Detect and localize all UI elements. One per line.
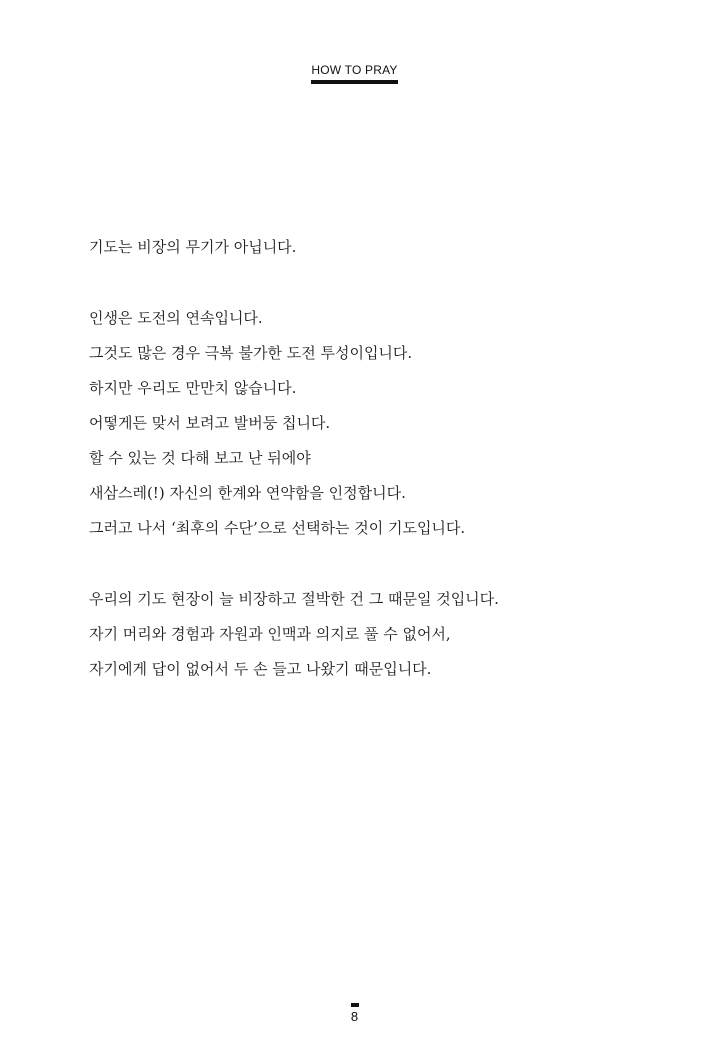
paragraph-3	[89, 582, 649, 687]
text-line: 자기에게 답이 없어서 두 손 들고 나왔기 때문입니다.	[89, 660, 432, 678]
text-line: 하지만 우리도 만만치 않습니다.	[89, 379, 297, 397]
text-line: 기도는 비장의 무기가 아닙니다.	[89, 238, 297, 256]
text-line: 인생은 도전의 연속입니다.	[89, 309, 263, 327]
text-line: 우리의 기도 현장이 늘 비장하고 절박한 건 그 때문일 것입니다.	[89, 590, 499, 608]
text-line: 할 수 있는 것 다해 보고 난 뒤에야	[89, 449, 311, 467]
text-line: 어떻게든 맞서 보려고 발버둥 칩니다.	[89, 414, 331, 432]
text-line: 자기 머리와 경험과 자원과 인맥과 의지로 풀 수 없어서,	[89, 625, 451, 643]
text-line: 새삼스레(!) 자신의 한계와 연약함을 인정합니다.	[89, 484, 406, 502]
body-text	[89, 230, 649, 687]
book-title: HOW TO PRAY	[311, 63, 397, 84]
text-line: 그러고 나서 ‘최후의 수단’으로 선택하는 것이 기도입니다.	[89, 519, 466, 537]
text-line: 그것도 많은 경우 극복 불가한 도전 투성이입니다.	[89, 344, 413, 362]
page-number: 8	[350, 1009, 359, 1024]
paragraph-2	[89, 301, 649, 546]
paragraph-1	[89, 230, 649, 265]
running-header	[0, 59, 709, 84]
page-footer	[0, 1003, 709, 1025]
page-number-marker	[351, 1003, 359, 1007]
